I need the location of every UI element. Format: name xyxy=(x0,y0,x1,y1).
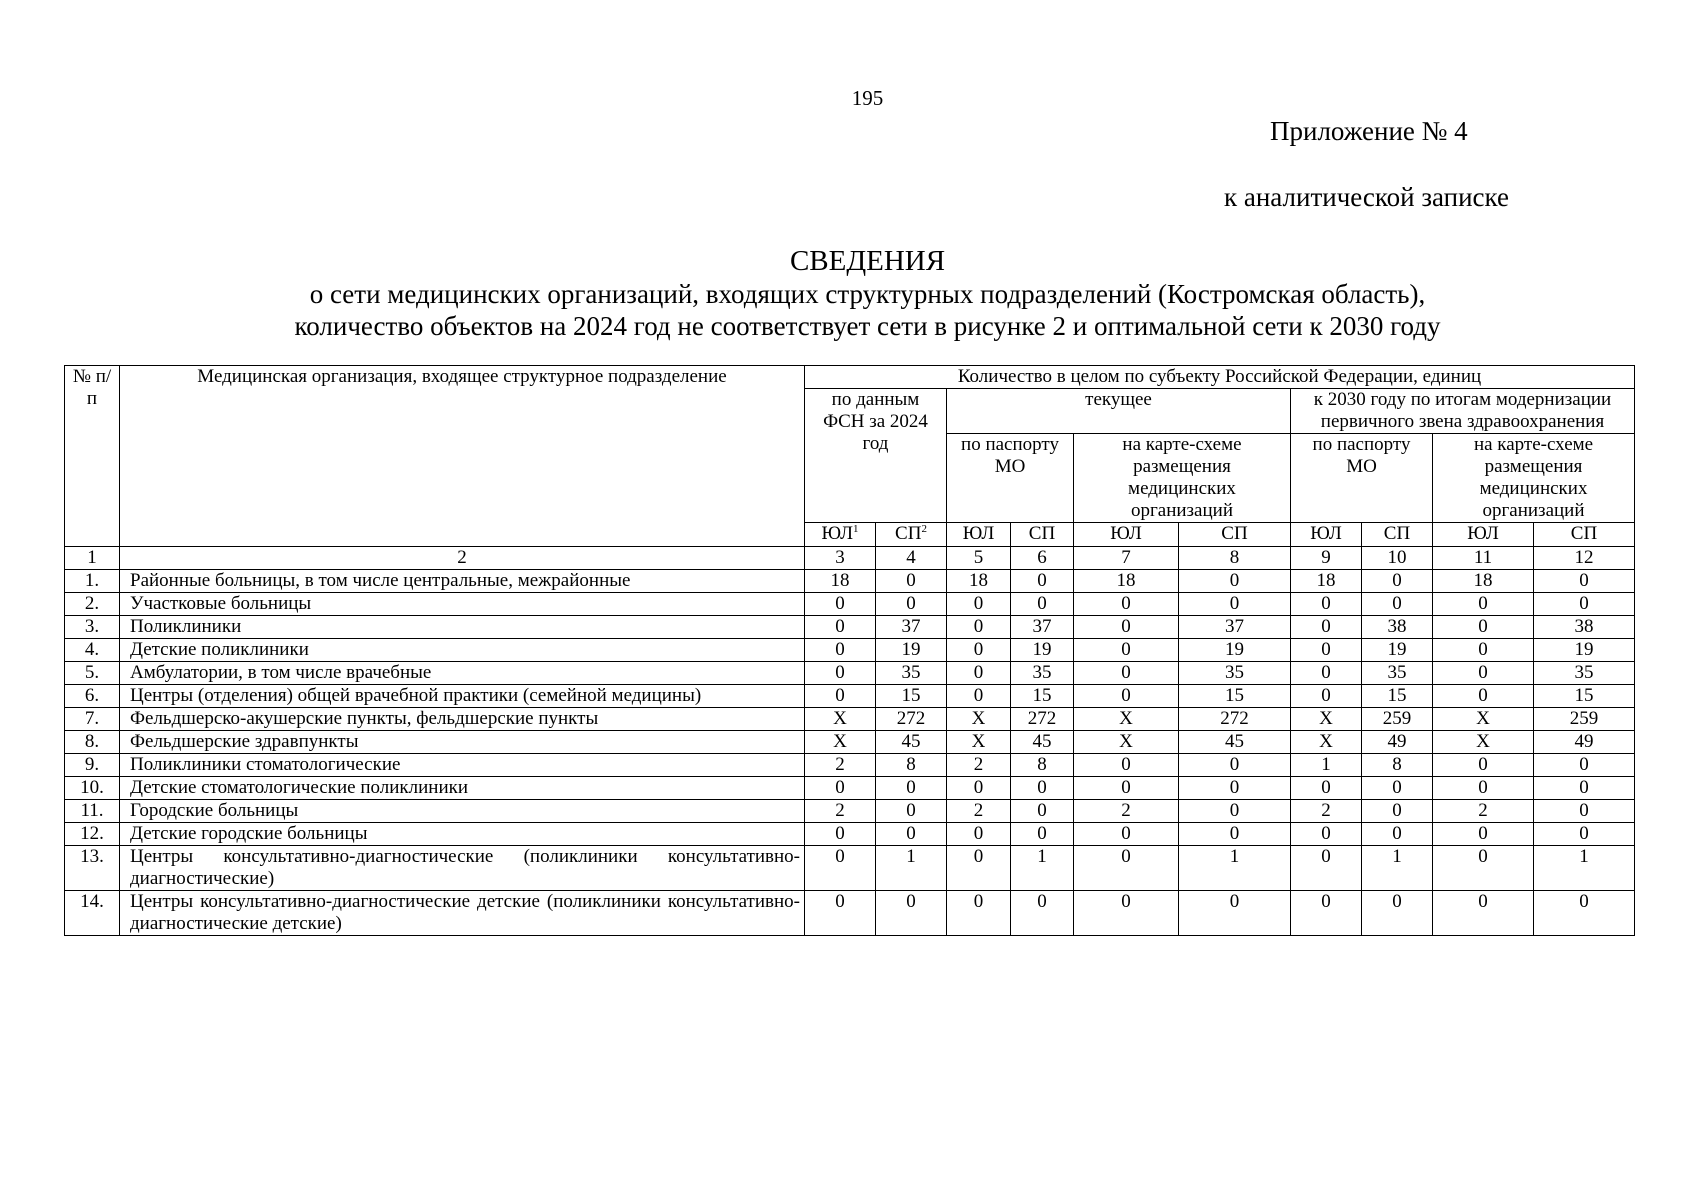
value-cell: 0 xyxy=(1433,891,1534,936)
value-cell: 0 xyxy=(876,593,947,616)
header-yul-target-map: ЮЛ xyxy=(1433,523,1534,547)
value-cell: 0 xyxy=(1011,570,1074,593)
value-cell: 0 xyxy=(1291,662,1362,685)
column-number-cell: 10 xyxy=(1362,547,1433,570)
value-cell: 2 xyxy=(805,754,876,777)
value-cell: 8 xyxy=(876,754,947,777)
value-cell: 0 xyxy=(947,846,1011,891)
value-cell: 0 xyxy=(1362,777,1433,800)
column-number-cell: 2 xyxy=(120,547,805,570)
value-cell: 272 xyxy=(876,708,947,731)
organization-name-cell: Районные больницы, в том числе центральные, межрайонные xyxy=(120,570,805,593)
column-number-row xyxy=(65,547,1635,570)
row-number-cell: 11. xyxy=(65,800,120,823)
value-cell: 0 xyxy=(947,685,1011,708)
value-cell: 1 xyxy=(1011,846,1074,891)
header-fsn-2024: по данным ФСН за 2024 год xyxy=(805,389,947,523)
table-row xyxy=(65,685,1635,708)
organization-name-cell: Центры консультативно-диагностические (поликлиники консультативно-диагностические) xyxy=(120,846,805,891)
column-number-cell: 7 xyxy=(1074,547,1179,570)
header-target-2030: к 2030 году по итогам модернизации первичного звена здравоохранения xyxy=(1291,389,1635,434)
value-cell: 0 xyxy=(1433,846,1534,891)
value-cell: 272 xyxy=(1011,708,1074,731)
value-cell: 18 xyxy=(1433,570,1534,593)
value-cell: 15 xyxy=(1362,685,1433,708)
header-sp-current-map: СП xyxy=(1179,523,1291,547)
table-row xyxy=(65,570,1635,593)
value-cell: 0 xyxy=(947,777,1011,800)
row-number-cell: 4. xyxy=(65,639,120,662)
value-cell: 35 xyxy=(1011,662,1074,685)
value-cell: 37 xyxy=(876,616,947,639)
value-cell: 0 xyxy=(1534,593,1635,616)
table-row xyxy=(65,639,1635,662)
value-cell: X xyxy=(1291,731,1362,754)
footnote-1-marker: 1 xyxy=(852,523,859,535)
table-row xyxy=(65,731,1635,754)
medical-network-table xyxy=(64,365,1635,936)
header-target-map: на карте-схеме размещения медицинских организаций xyxy=(1433,434,1635,523)
document-title: СВЕДЕНИЯ xyxy=(789,245,946,277)
value-cell: 38 xyxy=(1362,616,1433,639)
value-cell: X xyxy=(1433,731,1534,754)
value-cell: 45 xyxy=(876,731,947,754)
value-cell: 0 xyxy=(1074,616,1179,639)
value-cell: 37 xyxy=(1011,616,1074,639)
value-cell: 0 xyxy=(1534,570,1635,593)
row-number-cell: 8. xyxy=(65,731,120,754)
value-cell: 0 xyxy=(1179,777,1291,800)
value-cell: 0 xyxy=(947,593,1011,616)
value-cell: 0 xyxy=(1433,662,1534,685)
value-cell: 0 xyxy=(1362,570,1433,593)
value-cell: X xyxy=(1291,708,1362,731)
header-row-number: № п/п xyxy=(65,366,120,547)
footnote-2-marker: 2 xyxy=(921,523,927,535)
row-number-cell: 3. xyxy=(65,616,120,639)
table-row xyxy=(65,891,1635,936)
value-cell: 8 xyxy=(1362,754,1433,777)
value-cell: 0 xyxy=(805,891,876,936)
header-sp-target-passport: СП xyxy=(1362,523,1433,547)
value-cell: 0 xyxy=(1011,891,1074,936)
page-number: 195 xyxy=(851,86,884,110)
value-cell: 0 xyxy=(1074,754,1179,777)
value-cell: 0 xyxy=(1074,662,1179,685)
value-cell: 19 xyxy=(1179,639,1291,662)
value-cell: 272 xyxy=(1179,708,1291,731)
row-number-cell: 7. xyxy=(65,708,120,731)
value-cell: 2 xyxy=(947,754,1011,777)
table-row xyxy=(65,846,1635,891)
value-cell: 0 xyxy=(1534,823,1635,846)
value-cell: X xyxy=(805,708,876,731)
value-cell: 0 xyxy=(1433,777,1534,800)
value-cell: 45 xyxy=(1011,731,1074,754)
value-cell: X xyxy=(947,708,1011,731)
value-cell: 0 xyxy=(1011,800,1074,823)
document-subtitle-line1: о сети медицинских организаций, входящих структурных подразделений (Костромская область), xyxy=(309,279,1426,309)
value-cell: X xyxy=(805,731,876,754)
value-cell: 2 xyxy=(805,800,876,823)
value-cell: 0 xyxy=(1362,800,1433,823)
value-cell: 2 xyxy=(1291,800,1362,823)
organization-name-cell: Поликлиники xyxy=(120,616,805,639)
value-cell: 0 xyxy=(1433,823,1534,846)
value-cell: 0 xyxy=(947,823,1011,846)
value-cell: 0 xyxy=(1433,754,1534,777)
value-cell: 0 xyxy=(947,891,1011,936)
value-cell: 35 xyxy=(876,662,947,685)
yul-label: ЮЛ xyxy=(821,523,853,544)
value-cell: X xyxy=(947,731,1011,754)
appendix-subtitle: к аналитической записке xyxy=(1224,182,1509,212)
row-number-cell: 9. xyxy=(65,754,120,777)
appendix-label: Приложение № 4 xyxy=(1270,116,1468,146)
header-total: Количество в целом по субъекту Российской Федерации, единиц xyxy=(805,366,1635,389)
value-cell: 0 xyxy=(1291,685,1362,708)
organization-name-cell: Поликлиники стоматологические xyxy=(120,754,805,777)
value-cell: 0 xyxy=(1011,823,1074,846)
value-cell: 19 xyxy=(876,639,947,662)
value-cell: X xyxy=(1074,731,1179,754)
value-cell: 0 xyxy=(805,616,876,639)
value-cell: 38 xyxy=(1534,616,1635,639)
value-cell: 0 xyxy=(1291,823,1362,846)
value-cell: 0 xyxy=(876,823,947,846)
column-number-cell: 3 xyxy=(805,547,876,570)
value-cell: 19 xyxy=(1534,639,1635,662)
header-yul-target-passport: ЮЛ xyxy=(1291,523,1362,547)
value-cell: 1 xyxy=(1179,846,1291,891)
header-yul-fsn xyxy=(805,523,876,547)
header-current: текущее xyxy=(947,389,1291,434)
row-number-cell: 5. xyxy=(65,662,120,685)
column-number-cell: 4 xyxy=(876,547,947,570)
value-cell: 0 xyxy=(1179,593,1291,616)
value-cell: 0 xyxy=(1433,685,1534,708)
row-number-cell: 12. xyxy=(65,823,120,846)
value-cell: 35 xyxy=(1534,662,1635,685)
value-cell: 0 xyxy=(1291,639,1362,662)
table-row xyxy=(65,777,1635,800)
value-cell: 1 xyxy=(876,846,947,891)
value-cell: 0 xyxy=(805,662,876,685)
value-cell: 0 xyxy=(876,570,947,593)
header-yul-current-passport: ЮЛ xyxy=(947,523,1011,547)
organization-name-cell: Городские больницы xyxy=(120,800,805,823)
organization-name-cell: Участковые больницы xyxy=(120,593,805,616)
header-organization: Медицинская организация, входящее структурное подразделение xyxy=(120,366,805,547)
header-current-passport: по паспорту МО xyxy=(947,434,1074,523)
value-cell: 0 xyxy=(1433,616,1534,639)
value-cell: 0 xyxy=(1291,777,1362,800)
value-cell: 259 xyxy=(1534,708,1635,731)
table-row xyxy=(65,662,1635,685)
value-cell: 0 xyxy=(1534,891,1635,936)
value-cell: 0 xyxy=(805,823,876,846)
header-target-passport: по паспорту МО xyxy=(1291,434,1433,523)
organization-name-cell: Центры (отделения) общей врачебной практики (семейной медицины) xyxy=(120,685,805,708)
value-cell: 0 xyxy=(1074,891,1179,936)
value-cell: 0 xyxy=(1433,593,1534,616)
value-cell: 0 xyxy=(1074,685,1179,708)
value-cell: 0 xyxy=(1534,754,1635,777)
value-cell: 0 xyxy=(876,891,947,936)
value-cell: 0 xyxy=(1291,616,1362,639)
value-cell: 0 xyxy=(1074,823,1179,846)
value-cell: 0 xyxy=(876,800,947,823)
table-row xyxy=(65,800,1635,823)
value-cell: 35 xyxy=(1179,662,1291,685)
value-cell: 15 xyxy=(876,685,947,708)
document-subtitle-line2: количество объектов на 2024 год не соответствует сети в рисунке 2 и оптимальной сети к 2030 году xyxy=(294,311,1441,341)
column-number-cell: 5 xyxy=(947,547,1011,570)
value-cell: 0 xyxy=(1362,891,1433,936)
value-cell: 1 xyxy=(1362,846,1433,891)
value-cell: 2 xyxy=(1074,800,1179,823)
value-cell: X xyxy=(1074,708,1179,731)
value-cell: 37 xyxy=(1179,616,1291,639)
organization-name-cell: Детские городские больницы xyxy=(120,823,805,846)
table-row xyxy=(65,616,1635,639)
value-cell: 0 xyxy=(1074,846,1179,891)
value-cell: 0 xyxy=(1433,639,1534,662)
value-cell: 0 xyxy=(1291,593,1362,616)
value-cell: 0 xyxy=(805,777,876,800)
value-cell: 0 xyxy=(1362,593,1433,616)
value-cell: 0 xyxy=(1534,777,1635,800)
value-cell: X xyxy=(1433,708,1534,731)
value-cell: 0 xyxy=(1179,754,1291,777)
table-row xyxy=(65,823,1635,846)
organization-name-cell: Детские поликлиники xyxy=(120,639,805,662)
value-cell: 0 xyxy=(1074,777,1179,800)
value-cell: 18 xyxy=(1074,570,1179,593)
value-cell: 15 xyxy=(1534,685,1635,708)
value-cell: 0 xyxy=(1179,823,1291,846)
value-cell: 0 xyxy=(1362,823,1433,846)
column-number-cell: 12 xyxy=(1534,547,1635,570)
value-cell: 35 xyxy=(1362,662,1433,685)
organization-name-cell: Детские стоматологические поликлиники xyxy=(120,777,805,800)
column-number-cell: 9 xyxy=(1291,547,1362,570)
table-row xyxy=(65,708,1635,731)
row-number-cell: 1. xyxy=(65,570,120,593)
value-cell: 0 xyxy=(1179,570,1291,593)
row-number-cell: 14. xyxy=(65,891,120,936)
value-cell: 0 xyxy=(876,777,947,800)
value-cell: 0 xyxy=(1074,639,1179,662)
header-sp-target-map: СП xyxy=(1534,523,1635,547)
value-cell: 0 xyxy=(805,593,876,616)
value-cell: 0 xyxy=(1011,593,1074,616)
value-cell: 8 xyxy=(1011,754,1074,777)
sp-label: СП xyxy=(895,523,922,544)
value-cell: 49 xyxy=(1534,731,1635,754)
column-number-cell: 1 xyxy=(65,547,120,570)
value-cell: 0 xyxy=(947,662,1011,685)
value-cell: 0 xyxy=(1179,891,1291,936)
value-cell: 15 xyxy=(1011,685,1074,708)
value-cell: 2 xyxy=(947,800,1011,823)
value-cell: 18 xyxy=(947,570,1011,593)
column-number-cell: 6 xyxy=(1011,547,1074,570)
value-cell: 1 xyxy=(1534,846,1635,891)
value-cell: 18 xyxy=(805,570,876,593)
value-cell: 45 xyxy=(1179,731,1291,754)
value-cell: 0 xyxy=(805,846,876,891)
row-number-cell: 6. xyxy=(65,685,120,708)
value-cell: 18 xyxy=(1291,570,1362,593)
organization-name-cell: Фельдшерско-акушерские пункты, фельдшерские пункты xyxy=(120,708,805,731)
value-cell: 0 xyxy=(947,639,1011,662)
value-cell: 0 xyxy=(947,616,1011,639)
value-cell: 49 xyxy=(1362,731,1433,754)
value-cell: 0 xyxy=(1074,593,1179,616)
organization-name-cell: Амбулатории, в том числе врачебные xyxy=(120,662,805,685)
value-cell: 0 xyxy=(1291,891,1362,936)
value-cell: 0 xyxy=(1291,846,1362,891)
value-cell: 0 xyxy=(1534,800,1635,823)
column-number-cell: 11 xyxy=(1433,547,1534,570)
organization-name-cell: Фельдшерские здравпункты xyxy=(120,731,805,754)
header-yul-current-map: ЮЛ xyxy=(1074,523,1179,547)
value-cell: 0 xyxy=(1179,800,1291,823)
column-number-cell: 8 xyxy=(1179,547,1291,570)
value-cell: 19 xyxy=(1362,639,1433,662)
value-cell: 19 xyxy=(1011,639,1074,662)
organization-name-cell: Центры консультативно-диагностические детские (поликлиники консультативно-диагностические детские) xyxy=(120,891,805,936)
row-number-cell: 13. xyxy=(65,846,120,891)
value-cell: 2 xyxy=(1433,800,1534,823)
value-cell: 0 xyxy=(1011,777,1074,800)
row-number-cell: 2. xyxy=(65,593,120,616)
value-cell: 15 xyxy=(1179,685,1291,708)
header-current-map: на карте-схеме размещения медицинских организаций xyxy=(1074,434,1291,523)
value-cell: 259 xyxy=(1362,708,1433,731)
value-cell: 1 xyxy=(1291,754,1362,777)
value-cell: 0 xyxy=(805,685,876,708)
value-cell: 0 xyxy=(805,639,876,662)
header-sp-fsn xyxy=(876,523,947,547)
table-row xyxy=(65,754,1635,777)
header-sp-current-passport: СП xyxy=(1011,523,1074,547)
row-number-cell: 10. xyxy=(65,777,120,800)
table-row xyxy=(65,593,1635,616)
